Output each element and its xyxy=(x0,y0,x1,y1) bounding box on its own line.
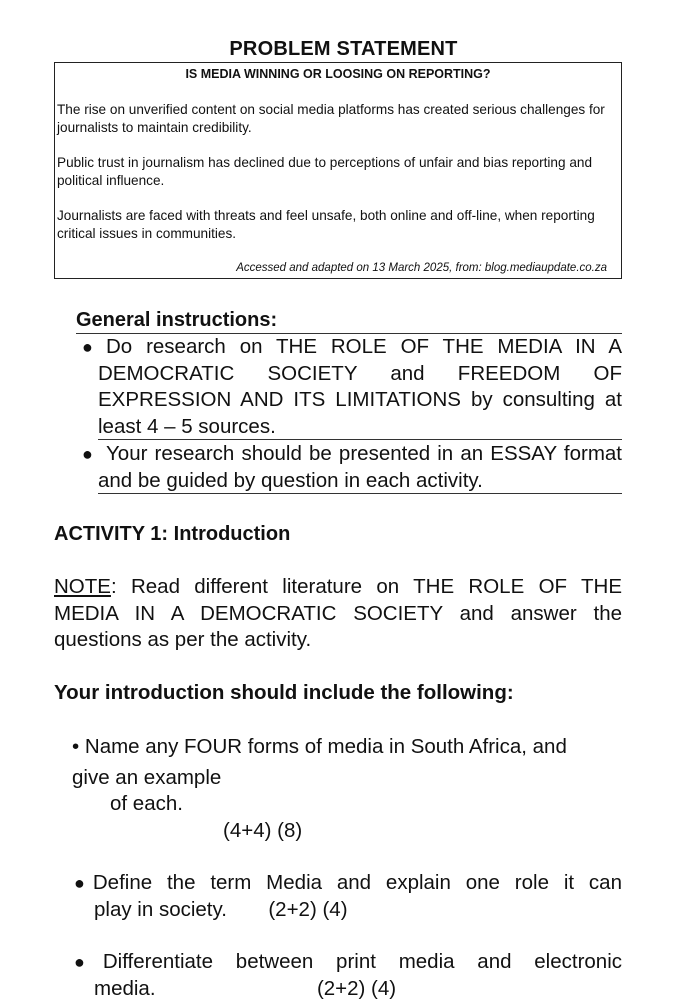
bullet-icon: ● xyxy=(82,337,93,357)
marks-label: (4+4) (8) xyxy=(223,819,303,842)
note-label: NOTE xyxy=(54,575,111,598)
activity-title: ACTIVITY 1: Introduction xyxy=(54,523,291,545)
question-text: media. xyxy=(94,977,156,1000)
underline-divider xyxy=(98,439,622,440)
problem-statement-paragraph: Journalists are faced with threats and feel unsafe, both online and off-line, when reporting critical issues in communities. xyxy=(57,208,595,241)
page-title: PROBLEM STATEMENT xyxy=(229,38,458,60)
question-text: play in society. xyxy=(94,898,227,921)
instruction-text: Your research should be presented in an ESSAY format and be guided by question in each activity. xyxy=(98,442,622,492)
question-text: Differentiate between print media and electronic xyxy=(102,950,622,973)
question-text: Name any FOUR forms of media in South Africa, and xyxy=(84,735,567,758)
underline-divider xyxy=(98,493,622,494)
general-instructions-title: General instructions: xyxy=(76,308,622,334)
bullet-icon: ● xyxy=(74,952,85,972)
problem-statement-box xyxy=(54,62,622,279)
bullet-icon: ● xyxy=(74,873,85,893)
question-text: of each. xyxy=(110,792,183,815)
instruction-text: Do research on THE ROLE OF THE MEDIA IN A DEMOCRATIC SOCIETY and FREEDOM OF EXPRESSION AND ITS LIMITATIONS by consulting at least 4 – 5 sources. xyxy=(98,335,622,438)
question-text: Define the term Media and explain one role it can xyxy=(92,871,622,894)
question-text: give an example xyxy=(72,766,222,789)
problem-statement-paragraph: Public trust in journalism has declined due to perceptions of unfair and bias reporting and political influence. xyxy=(57,155,593,188)
instruction-item xyxy=(76,334,622,440)
introduction-heading: Your introduction should include the following: xyxy=(54,681,514,704)
source-citation: Accessed and adapted on 13 March 2025, from: blog.mediaupdate.co.za xyxy=(236,262,607,274)
marks-label: (2+2) (4) xyxy=(268,898,348,921)
bullet-icon: ● xyxy=(82,444,93,464)
note-paragraph xyxy=(54,574,622,654)
bullet-icon: • xyxy=(72,735,80,758)
marks-label: (2+2) (4) xyxy=(316,977,397,1000)
note-text: : Read different literature on THE ROLE OF THE MEDIA IN A DEMOCRATIC SOCIETY and answer the questions as per the activity. xyxy=(54,575,622,651)
problem-statement-paragraph: The rise on unverified content on social media platforms has created serious challenges for journalists to maintain credibility. xyxy=(57,102,605,135)
problem-statement-heading: IS MEDIA WINNING OR LOOSING ON REPORTING? xyxy=(185,67,491,81)
instruction-item xyxy=(76,441,622,494)
